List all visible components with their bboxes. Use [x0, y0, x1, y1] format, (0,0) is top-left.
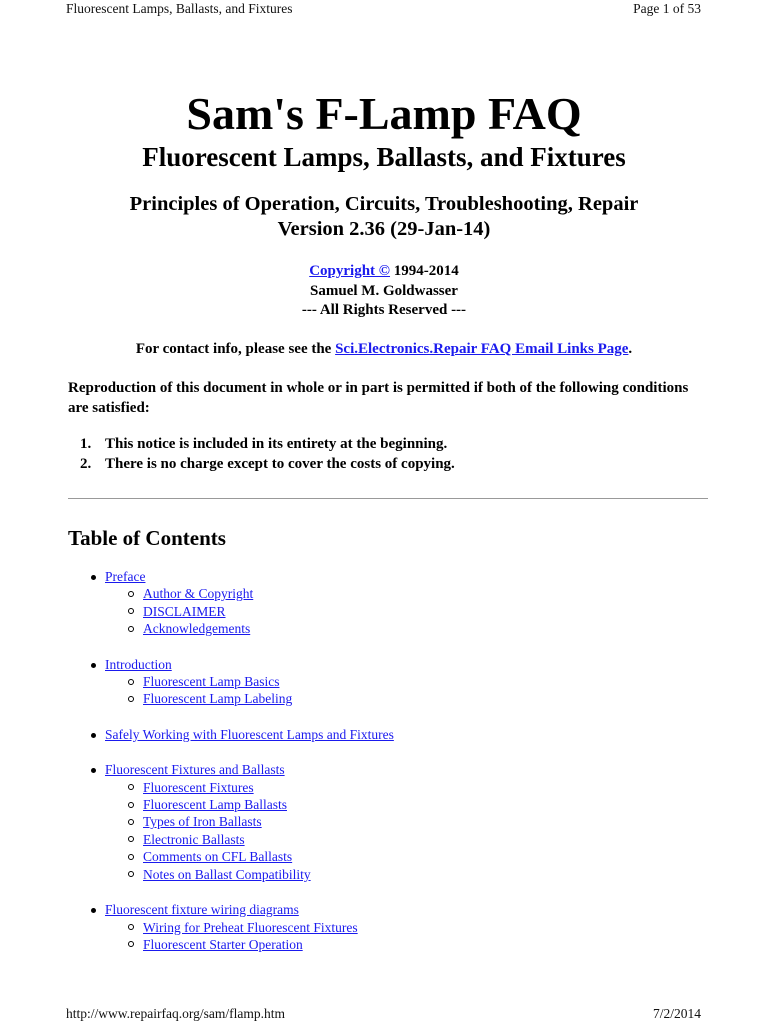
reproduction-notice: Reproduction of this document in whole or in part is permitted if both of the following conditions are satisfied: [68, 380, 689, 416]
toc-link-lamp-labeling[interactable]: Fluorescent Lamp Labeling [143, 691, 293, 707]
toc-subitem [68, 779, 394, 796]
footer-date: 7/2/2014 [652, 1006, 701, 1021]
toc-item [68, 656, 394, 673]
condition-number: 1. [80, 436, 92, 452]
circle-bullet-icon [128, 802, 134, 808]
condition-number: 2. [80, 456, 92, 472]
condition-item [68, 434, 455, 454]
contact-info [0, 340, 768, 359]
tagline-topics: Principles of Operation, Circuits, Troubleshooting, Repair [129, 193, 639, 215]
toc-link-acknowledgements[interactable]: Acknowledgements [143, 621, 251, 637]
toc-link-electronic-ballasts[interactable]: Electronic Ballasts [143, 831, 245, 847]
toc-link-lamp-basics[interactable]: Fluorescent Lamp Basics [143, 674, 280, 690]
toc-subitem [68, 936, 394, 953]
toc-link-cfl-ballasts[interactable]: Comments on CFL Ballasts [143, 849, 293, 865]
toc-link-disclaimer[interactable]: DISCLAIMER [143, 603, 226, 619]
toc-link-fixtures[interactable]: Fluorescent Fixtures [143, 779, 254, 795]
circle-bullet-icon [128, 696, 134, 702]
header-document-title: Fluorescent Lamps, Ballasts, and Fixtures [66, 1, 293, 16]
bullet-icon [91, 663, 96, 668]
toc-link-preheat-wiring[interactable]: Wiring for Preheat Fluorescent Fixtures [143, 919, 358, 935]
toc-link-author-copyright[interactable]: Author & Copyright [143, 586, 254, 602]
copyright-block [0, 262, 768, 321]
document-title: Sam's F-Lamp FAQ [186, 88, 582, 139]
bullet-icon [91, 733, 96, 738]
toc-link-preface[interactable]: Preface [105, 569, 146, 584]
circle-bullet-icon [128, 854, 134, 860]
circle-bullet-icon [128, 819, 134, 825]
toc-item [68, 568, 394, 585]
footer-url: http://www.repairfaq.org/sam/flamp.htm [66, 1006, 285, 1021]
toc-subitem [68, 796, 394, 813]
conditions-list [68, 434, 455, 474]
circle-bullet-icon [128, 679, 134, 685]
document-tagline [0, 192, 768, 242]
toc-subitem [68, 673, 394, 690]
rights-notice: --- All Rights Reserved --- [301, 302, 467, 318]
email-links-page-link[interactable]: Sci.Electronics.Repair FAQ Email Links Page [335, 341, 629, 357]
toc-link-safety[interactable]: Safely Working with Fluorescent Lamps and Fixtures [105, 726, 394, 742]
copyright-line [0, 262, 768, 282]
toc-group-fixtures-ballasts [68, 761, 394, 883]
document-subtitle: Fluorescent Lamps, Ballasts, and Fixtures [142, 142, 626, 172]
horizontal-divider [68, 498, 708, 499]
toc-link-wiring-diagrams[interactable]: Fluorescent fixture wiring diagrams [105, 902, 299, 918]
condition-item [68, 454, 455, 474]
toc-group-introduction [68, 656, 394, 708]
toc-link-lamp-ballasts[interactable]: Fluorescent Lamp Ballasts [143, 797, 287, 813]
toc-item [68, 761, 394, 778]
header-page-number: Page 1 of 53 [633, 1, 701, 16]
toc-link-iron-ballasts[interactable]: Types of Iron Ballasts [143, 814, 262, 830]
circle-bullet-icon [128, 608, 134, 614]
circle-bullet-icon [128, 871, 134, 877]
toc-heading: Table of Contents [68, 526, 226, 550]
circle-bullet-icon [128, 836, 134, 842]
table-of-contents [68, 568, 394, 971]
toc-link-fixtures-ballasts[interactable]: Fluorescent Fixtures and Ballasts [105, 762, 285, 778]
bullet-icon [91, 908, 96, 913]
toc-item [68, 726, 394, 743]
circle-bullet-icon [128, 626, 134, 632]
toc-subitem [68, 848, 394, 865]
circle-bullet-icon [128, 941, 134, 947]
contact-suffix: . [628, 341, 633, 357]
toc-subitem [68, 690, 394, 707]
condition-text: There is no charge except to cover the costs of copying. [105, 456, 455, 472]
copyright-link[interactable]: Copyright © [309, 263, 391, 279]
toc-subitem [68, 585, 394, 602]
version-line: Version 2.36 (29-Jan-14) [277, 218, 491, 240]
toc-subitem [68, 603, 394, 620]
print-header [0, 0, 768, 20]
toc-subitem [68, 813, 394, 830]
toc-subitem [68, 831, 394, 848]
condition-text: This notice is included in its entirety at the beginning. [105, 436, 448, 452]
circle-bullet-icon [128, 924, 134, 930]
toc-link-introduction[interactable]: Introduction [105, 656, 172, 672]
toc-link-ballast-compatibility[interactable]: Notes on Ballast Compatibility [143, 866, 311, 882]
toc-link-starter-operation[interactable]: Fluorescent Starter Operation [143, 936, 303, 952]
toc-subitem [68, 919, 394, 936]
print-footer [0, 1006, 768, 1024]
circle-bullet-icon [128, 784, 134, 790]
toc-group-preface [68, 568, 394, 638]
toc-group-wiring-diagrams [68, 901, 394, 953]
copyright-years: 1994-2014 [390, 263, 459, 279]
bullet-icon [91, 768, 96, 773]
toc-group-safety [68, 726, 394, 743]
toc-subitem [68, 620, 394, 637]
contact-prefix: For contact info, please see the [135, 341, 336, 357]
circle-bullet-icon [128, 591, 134, 597]
toc-item [68, 901, 394, 918]
bullet-icon [91, 575, 96, 580]
toc-subitem [68, 866, 394, 883]
author-name: Samuel M. Goldwasser [310, 282, 458, 299]
